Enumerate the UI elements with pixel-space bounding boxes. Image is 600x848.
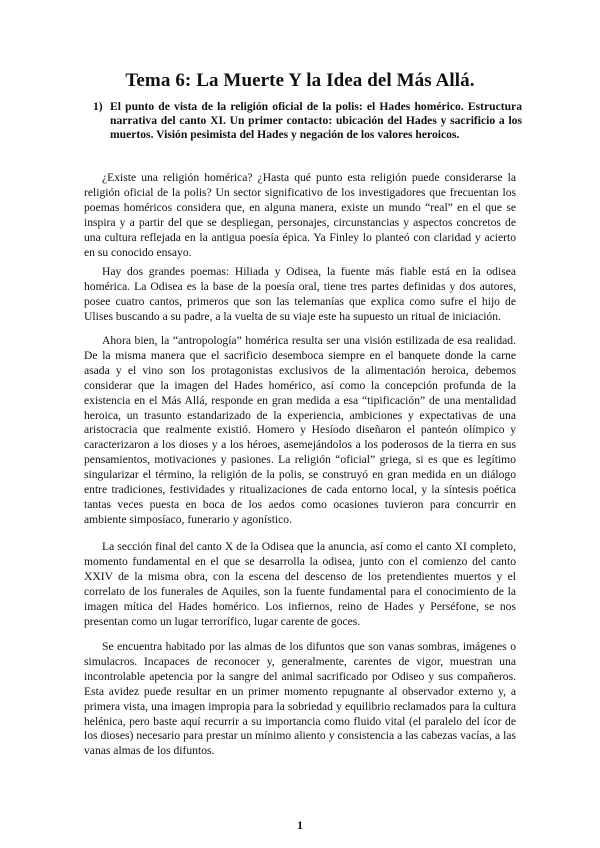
paragraph: ¿Existe una religión homérica? ¿Hasta qué punto esta religión puede considerarse la religión oficial de la polis? Un sector significativo de los investigadores que frecuentan los poemas homéricos considera que, en alguna manera, existe un mundo “real” en el que se inspira y a partir del que se despliegan, personajes, circunstancias y aspectos concretos de una cultura reflejada en la antigua poesía épica. Ya Finley lo planteó con claridad y acierto en su conocido ensayo. <box>84 171 516 259</box>
section-heading-text: El punto de vista de la religión oficial de la polis: el Hades homérico. Estructura narrativa del canto XI. Un primer contacto: ubicación del Hades y sacrificio a los muertos. Visión pesimista del Hades y negación de los valores heroicos. <box>110 100 522 141</box>
paragraph: Ahora bien, la “antropología” homérica resulta ser una visión estilizada de esa realidad. De la misma manera que el sacrificio desemboca siempre en el banquete donde la carne asada y el vino son los protagonistas exclusivos de la alimentación heroica, debemos considerar que la imagen del Hades homérico, así como la concepción profunda de la existencia en el Más Allá, responde en gran medida a esa “tipificación” de una mentalidad heroica, un trasunto estandarizado de la experiencia, ambiciones y expectativas de una aristocracia que realmente existió. Homero y Hesíodo diseñaron el panteón olímpico y caracterizaron a los dioses y a los héroes, asemejándolos a los poderosos de la tierra en sus pensamientos, motivaciones y pasiones. La religión “oficial” griega, si es que es legítimo singularizar el término, la religión de la polis, se construyó en gran medida en un diálogo entre tradiciones, festividades y ritualizaciones de cada entorno local, y la síntesis poética tantas veces puesta en boca de los aedos como ocasiones tuvieron para concurrir en ambiente simposíaco, funerario y agonístico. <box>84 334 516 526</box>
section-heading <box>93 100 522 142</box>
paragraph: La sección final del canto X de la Odisea que la anuncia, así como el canto XI completo, momento fundamental en el que se desarrolla la odisea, junto con el comienzo del canto XXIV de la misma obra, con la escena del descenso de los pretendientes muertos y el correlato de los funerales de Aquiles, son la fuente fundamental para el conocimiento de la imagen mítica del Hades homérico. Los infiernos, reino de Hades y Perséfone, se nos presentan como un lugar terrorífico, lugar carente de goces. <box>84 540 516 628</box>
section-number: 1) <box>93 100 103 113</box>
paragraph: Hay dos grandes poemas: Hiliada y Odisea, la fuente más fiable está en la odisea homérica. La Odisea es la base de la poesía oral, tiene tres partes definidas y dos autores, posee cuatro cantos, primeros que son las telemanías que explica como sufre el hijo de Ulises buscando a su padre, a la vuelta de su viaje este ha supuesto un ritual de iniciación. <box>84 265 516 323</box>
paragraph: Se encuentra habitado por las almas de los difuntos que son vanas sombras, imágenes o simulacros. Incapaces de reconocer y, generalmente, carentes de vigor, muestran una incontrolable apetencia por la sangre del animal sacrificado por Odiseo y sus compañeros. Esta avidez puede resultar en un primer momento repugnante al observador externo y, a primera vista, una imagen impropia para la sobriedad y equilibrio reclamados para la cultura helénica, pero baste aquí recurrir a su importancia como fluido vital (el paralelo del ícor de los dioses) necesario para prestar un mínimo aliento y consistencia a las cabezas vacías, a las vanas almas de los difuntos. <box>84 640 516 758</box>
page-number: 1 <box>297 818 303 832</box>
document-title: Tema 6: La Muerte Y la Idea del Más Allá. <box>125 70 475 91</box>
